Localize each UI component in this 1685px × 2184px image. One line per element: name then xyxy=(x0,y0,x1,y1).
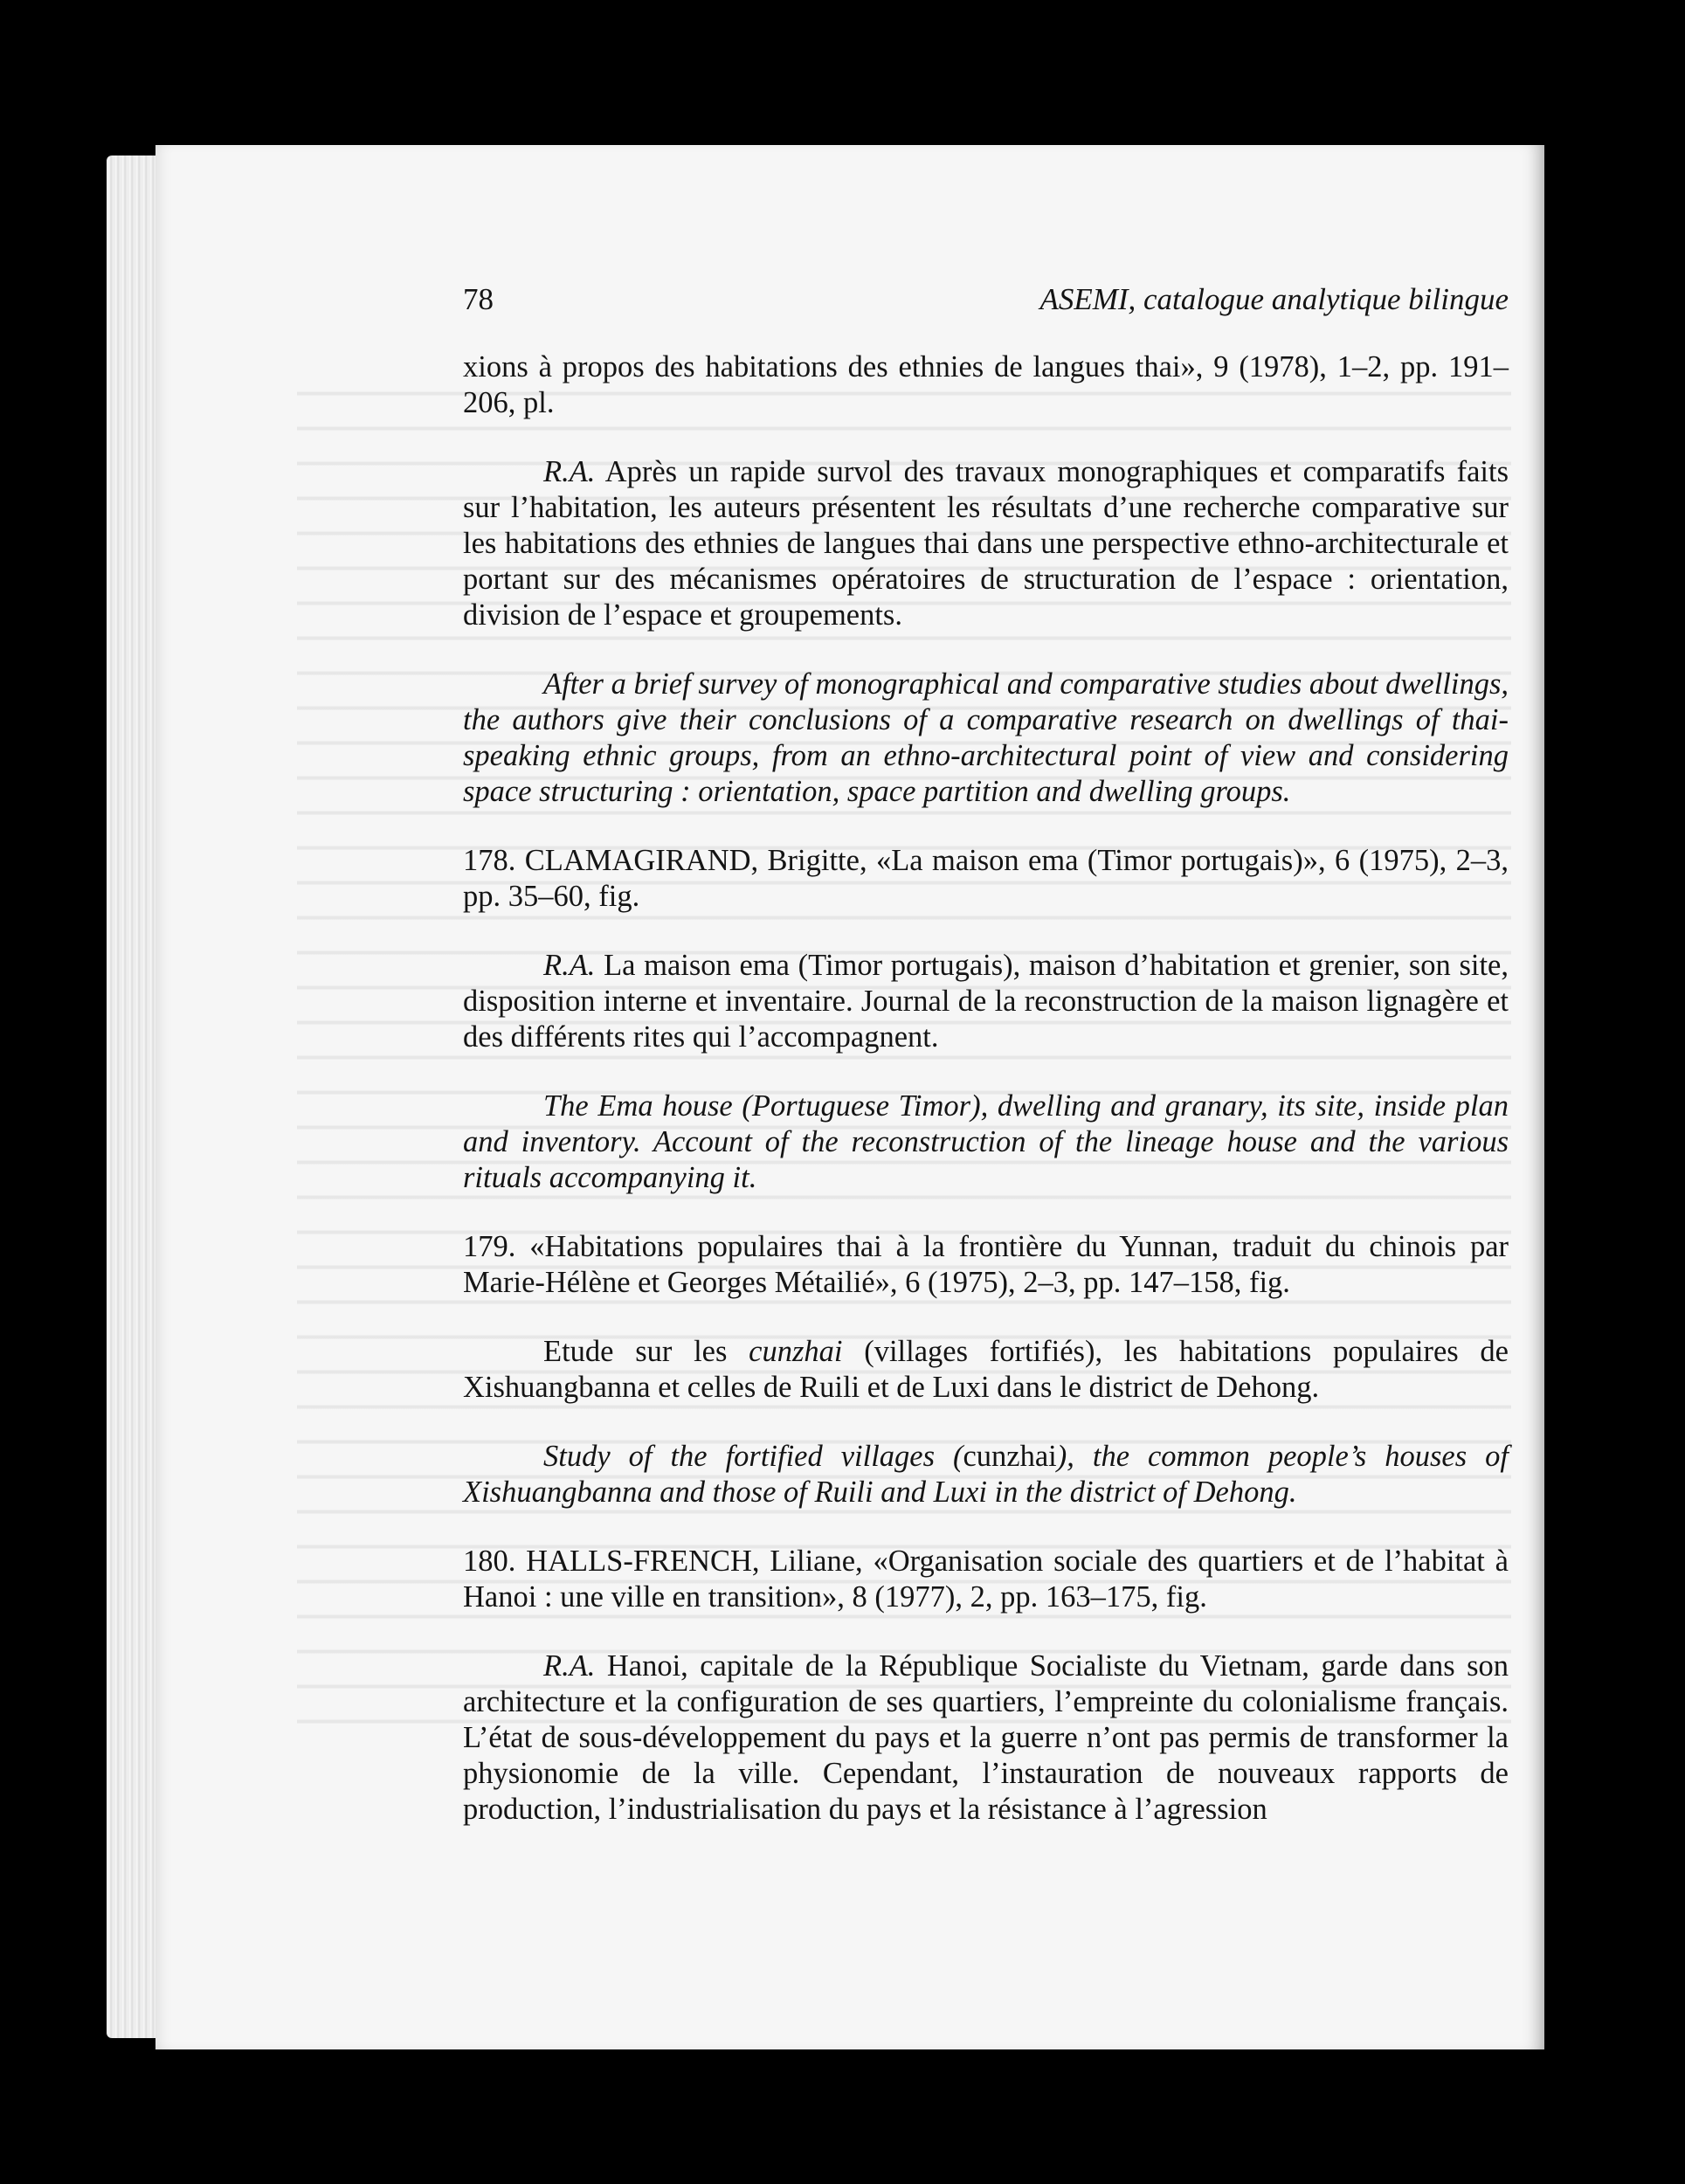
summary-text: (villages fortifiés), les habitations populaires de Xishuangbanna et celles de Ruili et de Luxi dans le district de Dehong. xyxy=(463,1335,1509,1404)
entry-180-reference: 180. HALLS-FRENCH, Liliane, «Organisation sociale des quartiers et de l’habitat à Hanoi : une ville en transition», 8 (1977), 2, pp. 163–175, fig. xyxy=(463,1545,1509,1614)
entry-177-reference-continued: xions à propos des habitations des ethnies de langues thai», 9 (1978), 1–2, pp. 191–206, pl. xyxy=(463,350,1509,419)
summary-emphasis: cunzhai xyxy=(749,1335,843,1368)
entry-178-summary-english: The Ema house (Portuguese Timor), dwelling and granary, its site, inside plan and inventory. Account of the reconstruction of the lineage house and the various rituals accompanying it. xyxy=(463,1089,1509,1194)
entry-179-reference: 179. «Habitations populaires thai à la frontière du Yunnan, traduit du chinois par Marie-Hélène et Georges Métailié», 6 (1975), 2–3, pp. 147–158, fig. xyxy=(463,1230,1509,1299)
summary-text: Etude sur les xyxy=(543,1335,749,1368)
entry-177-summary-french xyxy=(463,454,1509,633)
summary-roman-term: cunzhai xyxy=(963,1440,1057,1473)
entry-179-summary-english xyxy=(463,1439,1509,1510)
entry-178-reference: 178. CLAMAGIRAND, Brigitte, «La maison ema (Timor portugais)», 6 (1975), 2–3, pp. 35–60, fig. xyxy=(463,844,1509,913)
summary-text: La maison ema (Timor portugais), maison d’habitation et grenier, son site, disposition interne et inventaire. Journal de la reconstruction de la maison lignagère et des différents rites qui l’accompagnent. xyxy=(463,949,1509,1054)
summary-text: Après un rapide survol des travaux monographiques et comparatifs faits sur l’habitation, les auteurs présentent les résultats d’une recherche comparative sur les habitations des ethnies de langues thai dans une perspective ethno-architecturale et portant sur des mécanismes opératoires de structuration de l’espace : orientation, division de l’espace et groupements. xyxy=(463,455,1509,632)
running-title: ASEMI, catalogue analytique bilingue xyxy=(1039,282,1509,316)
summary-label: R.A. xyxy=(543,455,596,488)
summary-text: Study of the fortified villages ( xyxy=(543,1440,963,1473)
running-head xyxy=(463,281,1509,334)
entry-178-summary-french xyxy=(463,948,1509,1055)
entry-180-summary-french xyxy=(463,1648,1509,1828)
summary-text: ), the common people’s houses of Xishuangbanna and those of Ruili and Luxi in the district of Dehong. xyxy=(463,1440,1509,1509)
page-text-block xyxy=(463,281,1509,1828)
entry-179-summary-french xyxy=(463,1334,1509,1406)
page-number: 78 xyxy=(463,282,494,316)
summary-label: R.A. xyxy=(543,1649,596,1683)
summary-label: R.A. xyxy=(543,949,596,982)
entry-177-summary-english: After a brief survey of monographical and comparative studies about dwellings, the authors give their conclusions of a comparative research on dwellings of thai-speaking ethnic groups, from an ethno-architectural point of view and considering space structuring : orientation, space partition and dwelling groups. xyxy=(463,667,1509,808)
summary-text: Hanoi, capitale de la République Socialiste du Vietnam, garde dans son architecture et la configuration de ses quartiers, l’empreinte du colonialisme français. L’état de sous-développement du pays et la guerre n’ont pas permis de transformer la physionomie de la ville. Cependant, l’instauration de nouveaux rapports de production, l’industrialisation du pays et la résistance à l’agression xyxy=(463,1649,1509,1826)
